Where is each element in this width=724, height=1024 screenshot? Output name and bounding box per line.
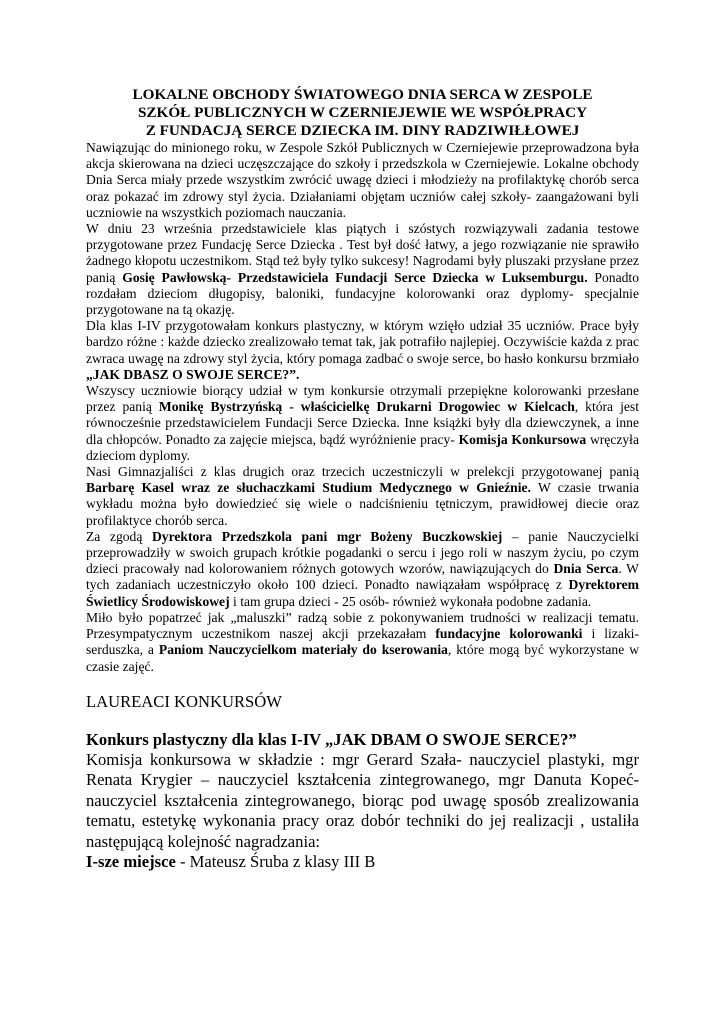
p7-bold-d: Paniom Nauczycielkom materiały do kserowania [158, 642, 448, 658]
p6-bold-b: Dyrektora Przedszkola pani mgr Bożeny Buczkowskiej [151, 528, 503, 544]
p7-text-c: i lizaki- serduszka, a [86, 626, 639, 658]
p5-text-a: Nasi Gimnazjaliści z klas drugich oraz trzecich uczestniczyli w prelekcji przygotowanej panią [86, 464, 639, 480]
first-place-text: - Mateusz Śruba z klasy III B [175, 852, 376, 872]
p4-bold-d: Komisja Konkursowa [458, 431, 587, 447]
p7-text-a: Miło było popatrzeć jak „maluszki” radzą sobie z pokonywaniem trudności w realizacji tematu. Przesympatycznym uczestnikom naszej akcji przekazałam [86, 609, 639, 642]
komisja-paragraph: Komisja konkursowa w składzie : mgr Gerard Szała- nauczyciel plastyki, mgr Renata Krygier – nauczyciel kształcenia zintegrowanego, mgr Danuta Kopeć- nauczyciel kształcenia zintegrowanego, biorąc pod uwagę sposób zrealizowania tematu, estetykę wykonania pracy oraz dobór techniki do jej realizacji , ustaliła następującą kolejność nagradzania: [86, 749, 639, 851]
p3-text-a: Dla klas I-IV przygotowałam konkurs plastyczny, w którym wzięło udział 35 uczniów. Prace były bardzo różne : każde dziecko zrealizowało temat tak, jak potrafiło najlepiej. Oczywiście każda z prac zwraca uwagę na zdrowy styl życia, który pomaga zadbać o swoje serce, bo hasło konkursu brzmiało [86, 318, 639, 366]
p4-bold-b: Monikę Bystrzyńską - właścicielkę Drukarni Drogowiec w Kielcach [158, 399, 575, 415]
p4-text-a: Wszyscy uczniowie biorący udział w tym konkursie otrzymali przepiękne kolorowanki przesłane przez panią [86, 383, 639, 415]
paragraph-3 [86, 318, 639, 383]
document-page [86, 86, 639, 873]
paragraph-7 [86, 610, 639, 675]
p6-text-c: – panie Nauczycielki przeprowadziły w swoich grupach krótkie pogadanki o sercu i jego roli w naszym życiu, po czym dzieci pracowały nad kolorowaniem różnych gotowych wzorów, nawiązujących do [86, 528, 640, 577]
first-place-line [86, 852, 639, 873]
document-title [86, 86, 639, 140]
p5-text-c: W czasie trwania wykładu można było dowiedzieć się wiele o nadciśnieniu tętniczym, prawidłowej diecie oraz profilaktyce chorób serca. [86, 480, 639, 528]
title-line-1: LOKALNE OBCHODY ŚWIATOWEGO DNIA SERCA W ZESPOLE [132, 86, 593, 103]
p4-text-e: wręczyła dzieciom dyplomy. [86, 431, 639, 463]
paragraph-4 [86, 383, 639, 464]
p7-text-e: , które mogą być wykorzystane w czasie zajęć. [86, 642, 640, 674]
p6-text-a: Za zgodą [86, 528, 152, 544]
p7-bold-b: fundacyjne kolorowanki [435, 626, 583, 642]
p6-bold-f: Dyrektorem Świetlicy Środowiskowej [86, 577, 639, 609]
p5-bold-b: Barbarę Kasel wraz ze słuchaczkami Studium Medycznego w Gnieźnie. [86, 480, 531, 496]
p2-text-c: Ponadto rozdałam dzieciom długopisy, baloniki, fundacyjne kolorowanki oraz dyplomy- specjalnie przygotowane na tą okazję. [86, 269, 639, 318]
paragraph-6 [86, 529, 639, 610]
first-place-label: I-sze miejsce [86, 852, 176, 872]
p2-bold-b: Gosię Pawłowską- Przedstawiciela Fundacji Serce Dziecka w Luksemburgu. [122, 269, 588, 285]
title-line-2: SZKÓŁ PUBLICZNYCH W CZERNIEJEWIE WE WSPÓŁPRACY [137, 104, 588, 121]
paragraph-1: Nawiązując do minionego roku, w Zespole Szkół Publicznych w Czerniejewie przeprowadzona była akcja skierowana na dzieci uczęszczające do szkoły i przedszkola w Czerniejewie. Lokalne obchody Dnia Serca miały przede wszystkim zwrócić uwagę dzieci i młodzieży na profilaktykę chorób serca oraz pokazać im zdrowy styl życia. Działaniami objętam uczniów całej szkoły- zaangażowani byli uczniowie na wszystkich poziomach nauczania. [86, 140, 639, 220]
paragraph-5 [86, 464, 639, 529]
p4-text-c: , która jest równocześnie przedstawicielem Fundacji Serce Dziecka. Inne książki były dla dziewczynek, a inne dla chłopców. Ponadto za zajęcie miejsca, bądź wyróżnienie pracy- [86, 399, 639, 447]
title-line-3: Z FUNDACJĄ SERCE DZIECKA IM. DINY RADZIWIŁŁOWEJ [145, 122, 580, 139]
konkurs-heading: Konkurs plastyczny dla klas I-IV „JAK DBAM O SWOJE SERCE?” [86, 729, 577, 749]
p3-bold-b: „JAK DBASZ O SWOJE SERCE?”. [86, 366, 300, 382]
p6-text-g: i tam grupa dzieci - 25 osób- również wykonała podobne zadania. [229, 593, 592, 609]
p6-text-e: . W tych zadaniach uczestniczyło około 100 dzieci. Ponadto nawiązałam współpracę z [86, 561, 639, 593]
p2-text-a: W dniu 23 września przedstawiciele klas piątych i szóstych rozwiązywali zadania testowe przygotowane przez Fundację Serce Dziecka . Test był dość łatwy, a jego rozwiązanie nie sprawiło żadnego kłopotu uczestnikom. Stąd też były tylko sukcesy! Nagrodami były pluszaki przysłane przez panią [86, 221, 639, 285]
p6-bold-d: Dnia Serca [553, 561, 619, 577]
laureaci-heading: LAUREACI KONKURSÓW [86, 691, 282, 711]
paragraph-2 [86, 221, 639, 318]
